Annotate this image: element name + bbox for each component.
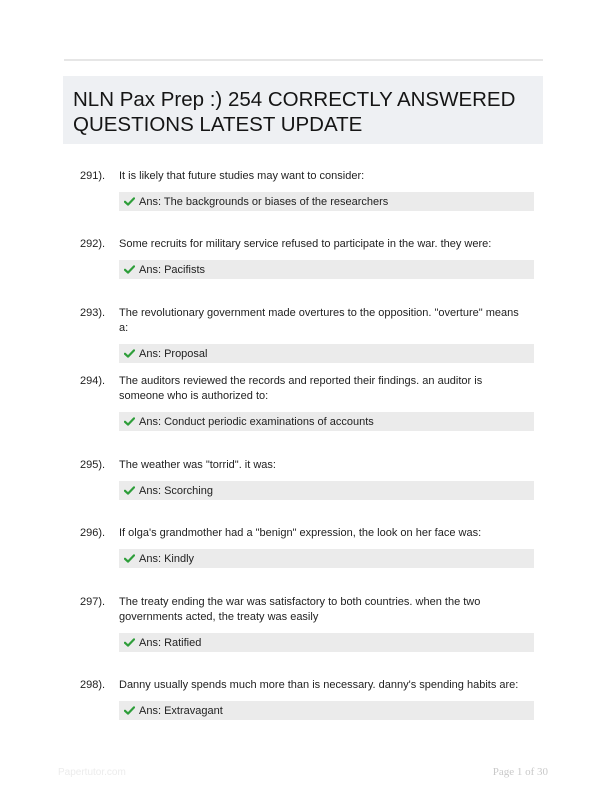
- top-divider: [64, 59, 543, 61]
- question-number: 294).: [80, 375, 106, 387]
- page-number: Page 1 of 30: [492, 766, 548, 778]
- check-icon: [124, 706, 135, 715]
- page-title: NLN Pax Prep :) 254 CORRECTLY ANSWERED QUESTIONS LATEST UPDATE: [73, 88, 516, 136]
- answer-box: [119, 344, 534, 363]
- answer-text: Ans: Scorching: [139, 484, 213, 497]
- question-number: 296).: [80, 527, 106, 539]
- answer-text: Ans: The backgrounds or biases of the researchers: [139, 195, 389, 208]
- answer-text: Ans: Ratified: [139, 636, 202, 649]
- check-icon: [124, 349, 135, 358]
- answer-box: [119, 701, 534, 720]
- title-banner: [63, 76, 543, 144]
- question-text: The weather was "torrid". it was:: [119, 459, 276, 471]
- question-item: [80, 595, 535, 652]
- check-icon: [124, 417, 135, 426]
- check-icon: [124, 197, 135, 206]
- question-item: [80, 237, 535, 279]
- footer-watermark: Papertutor.com: [58, 767, 126, 778]
- answer-box: [119, 192, 534, 211]
- question-number: 295).: [80, 459, 106, 471]
- answer-text: Ans: Extravagant: [139, 704, 223, 717]
- answer-text: Ans: Proposal: [139, 347, 208, 360]
- question-text: If olga's grandmother had a "benign" expression, the look on her face was:: [119, 527, 482, 539]
- check-icon: [124, 265, 135, 274]
- answer-box: [119, 412, 534, 431]
- answer-box: [119, 481, 534, 500]
- answer-box: [119, 549, 534, 568]
- question-item: [80, 169, 535, 211]
- question-text: Danny usually spends much more than is necessary. danny's spending habits are:: [119, 679, 519, 691]
- question-number: 297).: [80, 596, 106, 608]
- question-text: Some recruits for military service refused to participate in the war. they were:: [119, 238, 492, 250]
- question-text: The auditors reviewed the records and reported their findings. an auditor is someone who is authorized to:: [119, 375, 483, 402]
- check-icon: [124, 554, 135, 563]
- answer-box: [119, 633, 534, 652]
- question-text: It is likely that future studies may want to consider:: [119, 170, 365, 182]
- question-number: 293).: [80, 307, 106, 319]
- question-item: [80, 458, 535, 500]
- question-text: The treaty ending the war was satisfactory to both countries. when the two governments acted, the treaty was easily: [119, 596, 481, 623]
- question-number: 292).: [80, 238, 106, 250]
- answer-box: [119, 260, 534, 279]
- question-number: 291).: [80, 170, 106, 182]
- answer-text: Ans: Conduct periodic examinations of accounts: [139, 415, 374, 428]
- answer-text: Ans: Kindly: [139, 552, 195, 565]
- answer-text: Ans: Pacifists: [139, 263, 206, 276]
- question-text: The revolutionary government made overtures to the opposition. "overture" means a:: [119, 307, 519, 334]
- question-item: [80, 526, 535, 568]
- check-icon: [124, 486, 135, 495]
- check-icon: [124, 638, 135, 647]
- question-number: 298).: [80, 679, 106, 691]
- question-item: [80, 306, 535, 363]
- question-item: [80, 374, 535, 431]
- question-item: [80, 678, 535, 720]
